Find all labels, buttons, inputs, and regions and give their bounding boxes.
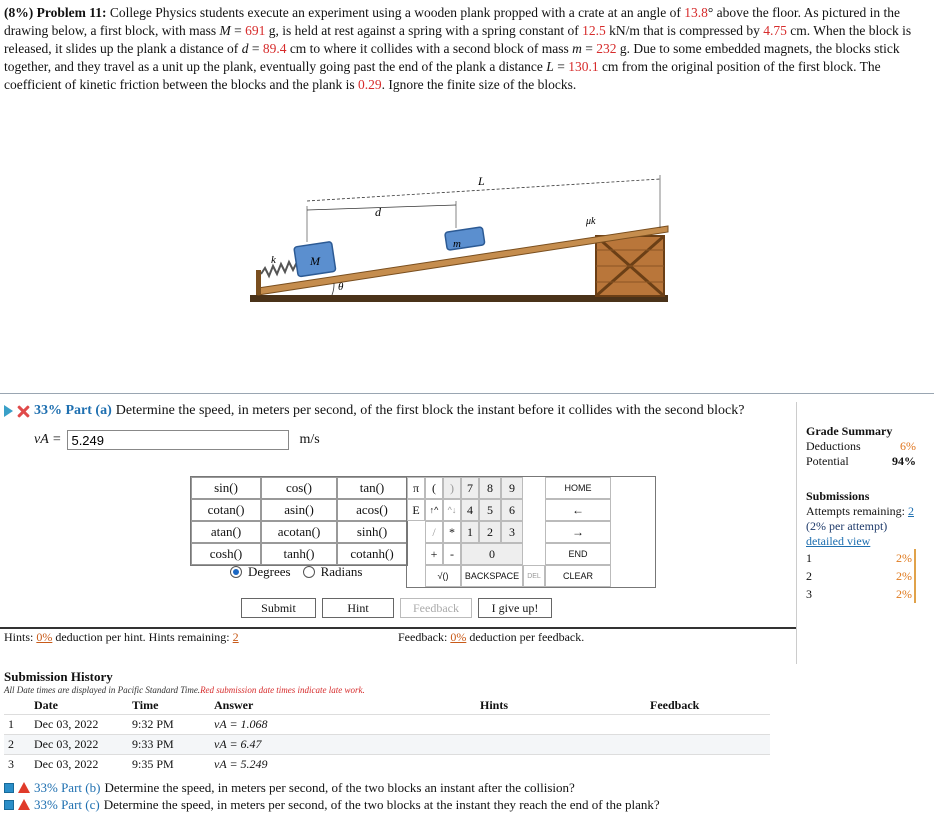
attempt-2-deduction: 2% xyxy=(894,567,916,585)
incorrect-x-icon xyxy=(17,405,30,418)
key-8[interactable]: 8 xyxy=(479,477,501,499)
potential-value: 94% xyxy=(892,454,916,468)
asin-key[interactable]: asin() xyxy=(261,499,337,521)
radians-radio[interactable] xyxy=(303,566,315,578)
spacer xyxy=(407,521,425,543)
play-icon[interactable] xyxy=(4,405,13,417)
attempts-remaining: 2 xyxy=(907,504,914,518)
grade-summary: Grade Summary Deductions 6% Potential 94% Submissions Attempts remaining: 2 (2% per attempt) detailed view 1 2% 2 2% 3 2% xyxy=(806,424,916,601)
compression-value: 4.75 xyxy=(763,23,787,38)
home-key[interactable]: HOME xyxy=(545,477,611,499)
part-b-row[interactable] xyxy=(4,779,660,796)
friction-value: 0.29 xyxy=(358,77,382,92)
sinh-key[interactable]: sinh() xyxy=(337,521,407,543)
plus-key[interactable]: + xyxy=(425,543,443,565)
block-m xyxy=(445,227,485,250)
hints-rule xyxy=(0,627,395,629)
spacer xyxy=(611,521,655,543)
key-9[interactable]: 9 xyxy=(501,477,523,499)
history-title: Submission History xyxy=(4,669,113,684)
history-table: Date Time Answer Hints Feedback 1 Dec 03, 2022 9:32 PM vA = 1.068 2 Dec 03, 2022 9:33 PM vA = 6.47 3 Dec 03, 2022 9:35 PM vA = 5.249 xyxy=(4,697,770,774)
per-attempt: (2% per attempt) xyxy=(806,519,888,533)
cotan-key[interactable]: cotan() xyxy=(191,499,261,521)
d-dimension-line xyxy=(307,205,456,210)
degrees-label: Degrees xyxy=(248,564,291,579)
document-icon xyxy=(4,800,14,810)
key-6[interactable]: 6 xyxy=(501,499,523,521)
right-arrow-key[interactable]: → xyxy=(545,521,611,543)
clear-key[interactable]: CLEAR xyxy=(545,565,611,587)
acotan-key[interactable]: acotan() xyxy=(261,521,337,543)
detailed-view-link[interactable]: detailed view xyxy=(806,534,871,548)
other-parts xyxy=(4,779,660,813)
part-b-question: Determine the speed, in meters per second, of the two blocks an instant after the collision? xyxy=(104,780,575,795)
feedback-button[interactable]: Feedback xyxy=(400,598,472,618)
hint-button[interactable]: Hint xyxy=(322,598,394,618)
spacer xyxy=(523,521,545,543)
spacer xyxy=(611,565,655,587)
angle-arc xyxy=(332,283,334,295)
spacer xyxy=(523,543,545,565)
section-divider xyxy=(0,393,934,394)
attempt-1-deduction: 2% xyxy=(894,549,916,567)
spacer xyxy=(611,477,655,499)
answer-row xyxy=(34,430,320,450)
submit-button[interactable]: Submit xyxy=(241,598,316,618)
spring-constant-value: 12.5 xyxy=(582,23,606,38)
part-a-question: Determine the speed, in meters per second, of the first block the instant before it collides with the second block? xyxy=(115,403,745,418)
spacer xyxy=(523,477,545,499)
hint-deduction: 0% xyxy=(36,630,53,644)
label-k: k xyxy=(271,254,276,266)
label-mu: μk xyxy=(586,216,596,227)
part-a-header xyxy=(4,403,744,419)
give-up-button[interactable]: I give up! xyxy=(478,598,552,618)
key-7[interactable]: 7 xyxy=(461,477,479,499)
incline-diagram xyxy=(250,158,670,308)
feedback-deduction: 0% xyxy=(450,630,467,644)
end-key[interactable]: END xyxy=(545,543,611,565)
attempt-3-deduction: 2% xyxy=(894,585,916,603)
hints-remaining: 2 xyxy=(232,630,239,644)
function-keys xyxy=(190,476,408,566)
exp-key[interactable]: E xyxy=(407,499,425,521)
part-c-row[interactable] xyxy=(4,796,660,813)
problem-heading: (8%) Problem 11: xyxy=(4,5,107,20)
degrees-radio[interactable] xyxy=(230,566,242,578)
label-L: L xyxy=(478,174,485,188)
cos-key[interactable]: cos() xyxy=(261,477,337,499)
label-theta: θ xyxy=(338,281,344,293)
keypad xyxy=(406,476,656,588)
sqrt-key[interactable]: √() xyxy=(425,565,461,587)
tan-key[interactable]: tan() xyxy=(337,477,407,499)
warning-icon xyxy=(18,799,30,810)
answer-variable: vA = xyxy=(34,432,62,447)
pi-key[interactable]: π xyxy=(407,477,425,499)
warning-icon xyxy=(18,782,30,793)
multiply-key[interactable]: * xyxy=(443,521,461,543)
spacer xyxy=(611,543,655,565)
part-c-question: Determine the speed, in meters per second, of the two blocks at the instant they reach the end of the plank? xyxy=(103,797,660,812)
feedback-info: Feedback: 0% deduction per feedback. xyxy=(398,630,585,644)
key-0[interactable]: 0 xyxy=(461,543,523,565)
cosh-key[interactable]: cosh() xyxy=(191,543,261,565)
key-1[interactable]: 1 xyxy=(461,521,479,543)
crate xyxy=(596,236,664,296)
history-note: All Date times are displayed in Pacific Standard Time.Red submission date times indicate late work. xyxy=(4,685,365,695)
angle-mode xyxy=(230,564,362,580)
down-key[interactable]: ^↓ xyxy=(443,499,461,521)
submissions-title: Submissions xyxy=(806,489,870,503)
key-5[interactable]: 5 xyxy=(479,499,501,521)
table-row: 1 Dec 03, 2022 9:32 PM vA = 1.068 xyxy=(4,715,770,735)
angle-value: 13.8 xyxy=(684,5,708,20)
label-d: d xyxy=(375,205,381,219)
sin-key[interactable]: sin() xyxy=(191,477,261,499)
grade-divider xyxy=(796,402,797,664)
label-m: m xyxy=(453,238,461,250)
mass-M-value: 691 xyxy=(245,23,266,38)
left-arrow-key[interactable]: ← xyxy=(545,499,611,521)
up-key[interactable]: ↑^ xyxy=(425,499,443,521)
spring xyxy=(261,262,297,276)
del-key[interactable]: DEL xyxy=(523,565,545,587)
cotanh-key[interactable]: cotanh() xyxy=(337,543,407,565)
table-row: 3 Dec 03, 2022 9:35 PM vA = 5.249 xyxy=(4,755,770,775)
key-4[interactable]: 4 xyxy=(461,499,479,521)
deductions-value: 6% xyxy=(900,439,916,453)
answer-unit: m/s xyxy=(299,432,320,447)
spacer xyxy=(407,565,425,587)
label-M: M xyxy=(310,254,320,268)
atan-key[interactable]: atan() xyxy=(191,521,261,543)
answer-input[interactable] xyxy=(67,430,289,450)
part-b-label: 33% Part (b) xyxy=(34,780,101,795)
wall-stop xyxy=(256,270,261,295)
distance-d-value: 89.4 xyxy=(262,41,287,56)
table-row: 2 Dec 03, 2022 9:33 PM vA = 6.47 xyxy=(4,735,770,755)
key-3[interactable]: 3 xyxy=(501,521,523,543)
backspace-key[interactable]: BACKSPACE xyxy=(461,565,523,587)
minus-key[interactable]: - xyxy=(443,543,461,565)
hints-info: Hints: 0% deduction per hint. Hints remaining: 2 xyxy=(4,630,239,644)
radians-label: Radians xyxy=(320,564,363,579)
document-icon xyxy=(4,783,14,793)
submission-history xyxy=(4,669,770,774)
open-paren-key[interactable]: ( xyxy=(425,477,443,499)
tanh-key[interactable]: tanh() xyxy=(261,543,337,565)
spacer xyxy=(523,499,545,521)
grade-summary-title: Grade Summary xyxy=(806,424,893,438)
spacer xyxy=(611,499,655,521)
acos-key[interactable]: acos() xyxy=(337,499,407,521)
problem-statement: (8%) Problem 11: College Physics students execute an experiment using a wooden plank propped with a crate at an angle of 13.8° above the floor. As pictured in the drawing below, a first block, with mass M = 691 g, is held at rest against a spring with a spring constant of 12.5 kN/m that is compressed by 4.75 cm. When the block is released, it slides up the plank a distance of d = 89.4 cm to where it collides with a second block of mass m = 232 g. Due to some embedded magnets, the blocks stick together, and they travel as a unit up the plank, eventually going past the end of the plank a distance L = 130.1 cm from the original position of the first block. The coefficient of kinetic friction between the blocks and the plank is 0.29. Ignore the finite size of the blocks. xyxy=(4,5,912,92)
close-paren-key[interactable]: ) xyxy=(443,477,461,499)
distance-L-value: 130.1 xyxy=(568,59,599,74)
key-2[interactable]: 2 xyxy=(479,521,501,543)
part-a-label: 33% Part (a) xyxy=(34,403,112,418)
part-c-label: 33% Part (c) xyxy=(34,797,100,812)
feedback-rule xyxy=(395,627,797,629)
divide-key[interactable]: / xyxy=(425,521,443,543)
spacer xyxy=(407,543,425,565)
mass-m-value: 232 xyxy=(596,41,617,56)
